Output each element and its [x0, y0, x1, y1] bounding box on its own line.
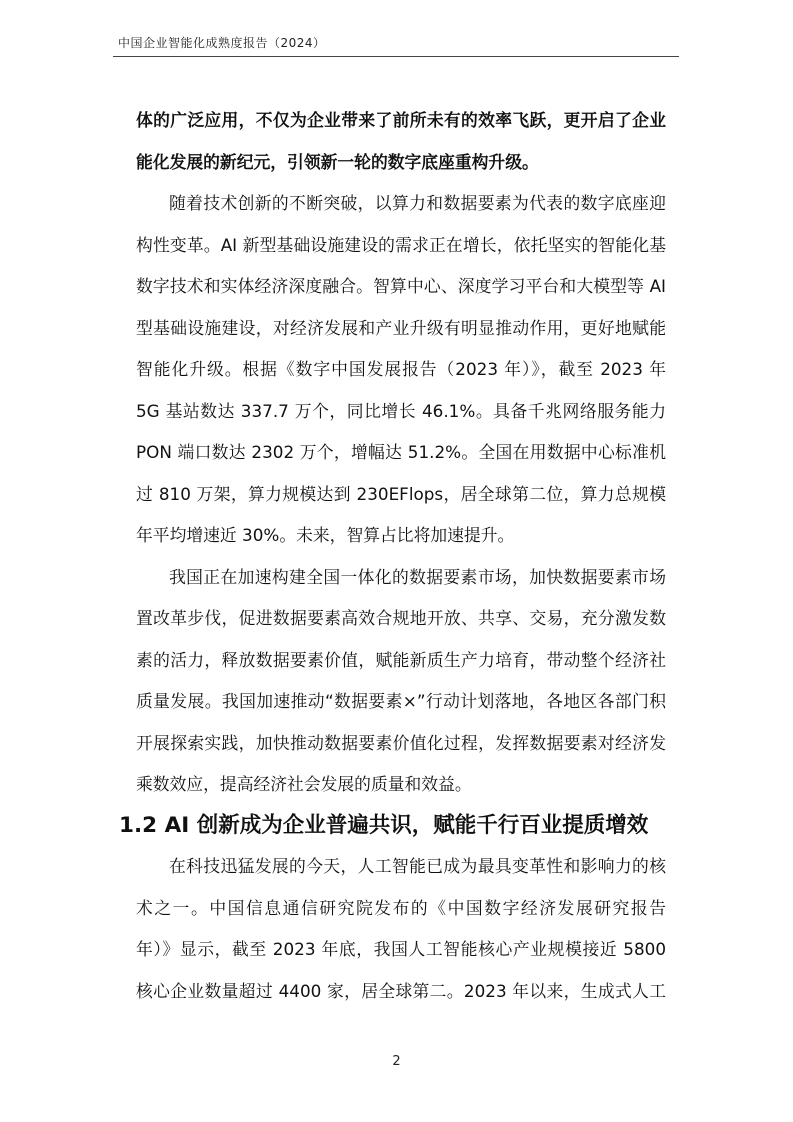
text-line: 5G 基站数达 337.7 万个，同比增长 46.1%。具备千兆网络服务能力: [136, 400, 666, 421]
text-line: 构性变革。AI 新型基础设施建设的需求正在增长，依托坚实的智能化基: [136, 234, 666, 255]
text-line: 开展探索实践，加快推动数据要素价值化过程，发挥数据要素对经济发: [136, 732, 666, 753]
text-line: 体的广泛应用，不仅为企业带来了前所未有的效率飞跃，更开启了企业: [136, 110, 666, 130]
text-line: 术之一。中国信息通信研究院发布的《中国数字经济发展研究报告: [136, 897, 666, 918]
body-text-continued: [136, 846, 666, 1012]
text-line: 在科技迅猛发展的今天，人工智能已成为最具变革性和影响力的核: [169, 856, 666, 876]
body-text: [136, 100, 666, 806]
text-line: 置改革步伐，促进数据要素高效合规地开放、共享、交易，充分激发数: [136, 608, 666, 628]
header-rule: [113, 56, 679, 57]
text-line: 数字技术和实体经济深度融合。智算中心、深度学习平台和大模型等 AI: [136, 276, 666, 296]
text-line: PON 端口数达 2302 万个，增幅达 51.2%。全国在用数据中心标准机: [136, 442, 666, 462]
text-line: 随着技术创新的不断突破，以算力和数据要素为代表的数字底座迎: [169, 193, 666, 213]
text-line: 能化发展的新纪元，引领新一轮的数字底座重构升级。: [136, 151, 539, 172]
text-line: 核心企业数量超过 4400 家，居全球第二。2023 年以来，生成式人工: [136, 980, 666, 1001]
running-header: 中国企业智能化成熟度报告（2024）: [118, 36, 326, 50]
text-line: 年平均增速近 30%。未来，智算占比将加速提升。: [136, 525, 515, 545]
text-line: 我国正在加速构建全国一体化的数据要素市场，加快数据要素市场: [169, 566, 666, 587]
text-line: 乘数效应，提高经济社会发展的质量和效益。: [136, 774, 472, 794]
section-heading: 1.2 AI 创新成为企业普遍共识，赋能千行百业提质增效: [119, 813, 649, 838]
text-line: 过 810 万架，算力规模达到 230EFlops，居全球第二位，算力总规模: [136, 483, 666, 504]
text-line: 型基础设施建设，对经济发展和产业升级有明显推动作用，更好地赋能: [136, 317, 666, 338]
text-line: 质量发展。我国加速推动“数据要素×”行动计划落地，各地区各部门积: [136, 691, 666, 711]
page-number: 2: [392, 1054, 401, 1069]
text-line: 年）》显示，截至 2023 年底，我国人工智能核心产业规模接近 5800: [136, 939, 666, 959]
text-line: 素的活力，释放数据要素价值，赋能新质生产力培育，带动整个经济社: [136, 649, 666, 670]
text-line: 智能化升级。根据《数字中国发展报告（2023 年）》，截至 2023 年: [136, 359, 666, 379]
